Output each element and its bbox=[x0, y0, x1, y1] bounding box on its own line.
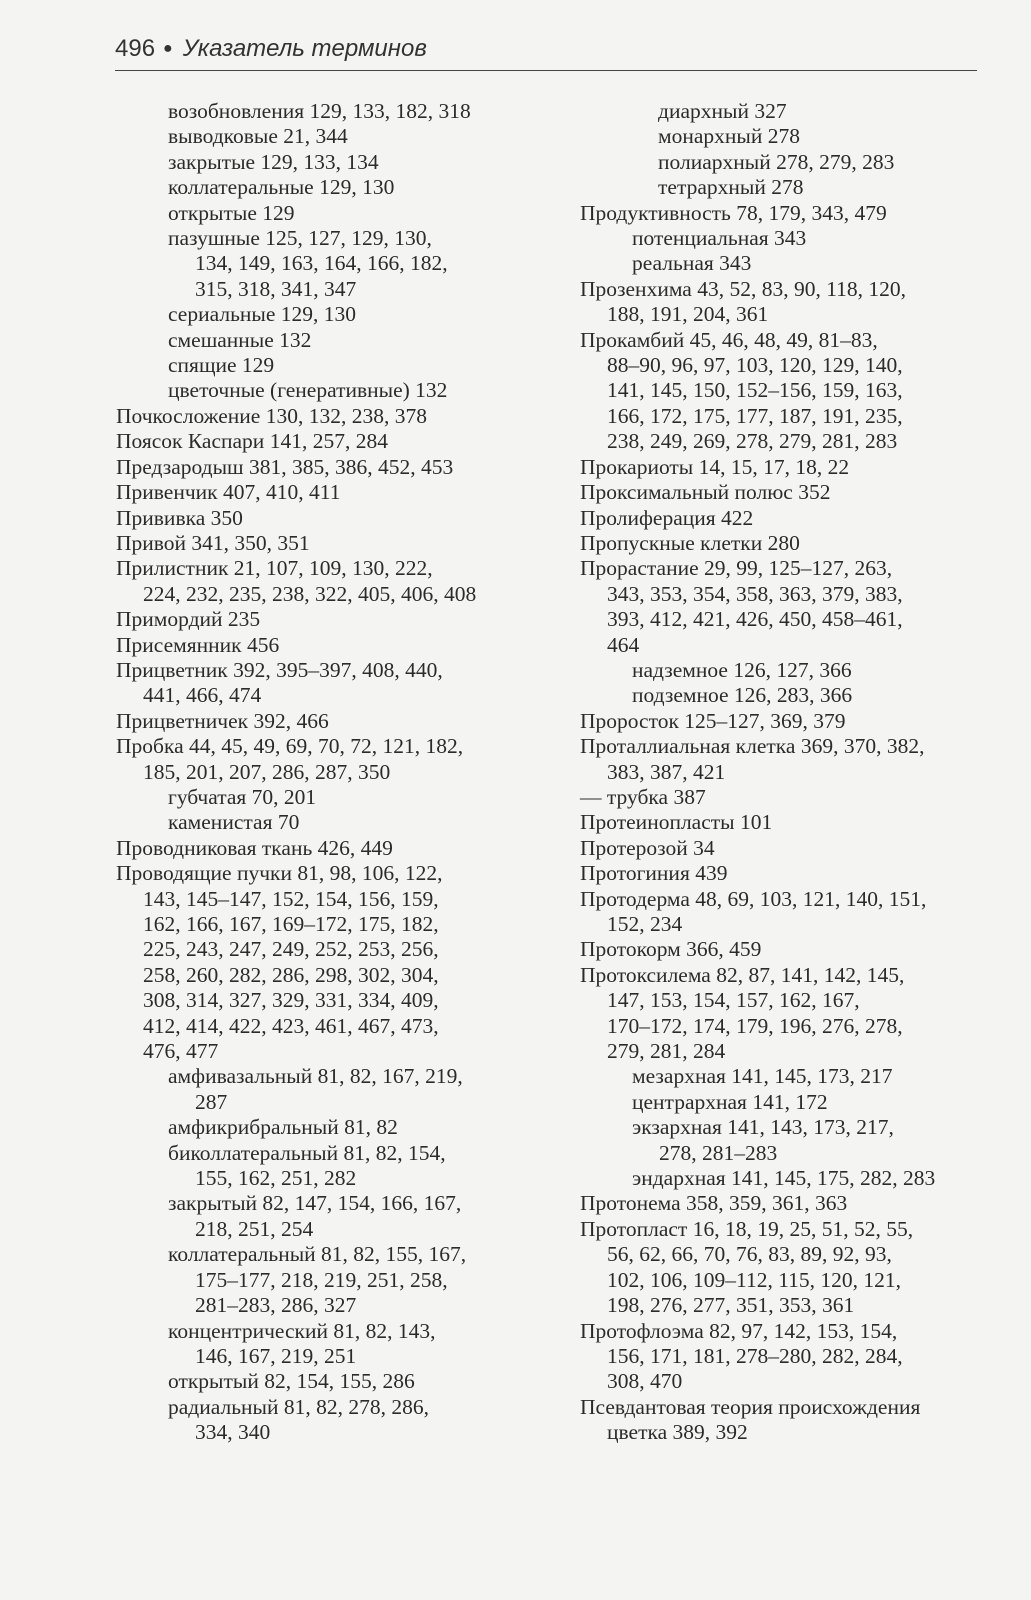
index-entry-line: Прилистник 21, 107, 109, 130, 222, bbox=[116, 556, 433, 581]
index-entry-line: 143, 145–147, 152, 154, 156, 159, bbox=[143, 886, 439, 911]
index-entry bbox=[580, 201, 980, 226]
index-entry-line: 88–90, 96, 97, 103, 120, 129, 140, bbox=[607, 353, 903, 378]
index-entry-line: Проводящие пучки 81, 98, 106, 122, bbox=[116, 861, 443, 886]
index-entry bbox=[580, 506, 980, 531]
index-entry-line: Прицветничек 392, 466 bbox=[116, 708, 329, 733]
index-entry-line: сериальные 129, 130 bbox=[168, 302, 356, 327]
index-entry bbox=[580, 810, 980, 835]
index-entry-line: 155, 162, 251, 282 bbox=[195, 1166, 357, 1191]
index-entry-line: выводковые 21, 344 bbox=[168, 124, 348, 149]
index-entry-line: Протофлоэма 82, 97, 142, 153, 154, bbox=[580, 1318, 898, 1343]
index-entry-line: 343, 353, 354, 358, 363, 379, 383, bbox=[607, 581, 903, 606]
index-entry-line: 225, 243, 247, 249, 252, 253, 256, bbox=[143, 937, 439, 962]
index-entry bbox=[116, 861, 526, 1064]
index-entry bbox=[580, 277, 980, 328]
index-entry-line: биколлатеральный 81, 82, 154, bbox=[168, 1140, 446, 1165]
index-entry-line: Протонема 358, 359, 361, 363 bbox=[580, 1191, 848, 1216]
index-entry-line: полиархный 278, 279, 283 bbox=[658, 149, 895, 174]
index-entry-line: открытый 82, 154, 155, 286 bbox=[168, 1369, 415, 1394]
index-entry-line: 308, 470 bbox=[607, 1369, 683, 1394]
index-entry-line: 441, 466, 474 bbox=[143, 683, 262, 708]
index-entry-line: спящие 129 bbox=[168, 353, 275, 378]
index-entry bbox=[580, 861, 980, 886]
index-entry-line: 476, 477 bbox=[143, 1039, 219, 1064]
index-entry bbox=[580, 1191, 980, 1216]
index-entry bbox=[580, 734, 980, 785]
index-entry-line: эндархная 141, 145, 175, 282, 283 bbox=[632, 1166, 936, 1191]
index-entry bbox=[116, 836, 526, 861]
index-entry-line: Продуктивность 78, 179, 343, 479 bbox=[580, 200, 887, 225]
index-subentry bbox=[580, 99, 980, 124]
index-subentry bbox=[580, 1115, 980, 1166]
index-entry-line: потенциальная 343 bbox=[632, 226, 807, 251]
index-subentry bbox=[116, 175, 526, 200]
index-entry-line: Пробка 44, 45, 49, 69, 70, 72, 121, 182, bbox=[116, 734, 464, 759]
index-entry bbox=[116, 429, 526, 454]
index-entry-line: 287 bbox=[195, 1089, 228, 1114]
index-entry-line: 315, 318, 341, 347 bbox=[195, 276, 357, 301]
index-entry-line: амфикрибральный 81, 82 bbox=[168, 1115, 398, 1140]
index-entry-line: Проросток 125–127, 369, 379 bbox=[580, 708, 846, 733]
index-entry bbox=[580, 1395, 980, 1446]
index-entry-line: Присемянник 456 bbox=[116, 632, 280, 657]
index-entry-line: Протокорм 366, 459 bbox=[580, 937, 762, 962]
index-subentry bbox=[116, 1115, 526, 1140]
index-entry bbox=[580, 937, 980, 962]
index-entry bbox=[580, 1319, 980, 1395]
index-subentry bbox=[116, 124, 526, 149]
index-entry bbox=[580, 887, 980, 938]
index-entry-line: каменистая 70 bbox=[168, 810, 300, 835]
index-entry-line: 156, 171, 181, 278–280, 282, 284, bbox=[607, 1343, 903, 1368]
index-entry-line: 258, 260, 282, 286, 298, 302, 304, bbox=[143, 962, 439, 987]
index-subentry bbox=[580, 1090, 980, 1115]
index-entry-line: Прокамбий 45, 46, 48, 49, 81–83, bbox=[580, 327, 878, 352]
index-entry-line: подземное 126, 283, 366 bbox=[632, 683, 853, 708]
index-entry-line: Проводниковая ткань 426, 449 bbox=[116, 835, 393, 860]
index-entry-line: 218, 251, 254 bbox=[195, 1216, 314, 1241]
header-rule bbox=[115, 70, 977, 71]
index-entry bbox=[116, 658, 526, 709]
index-entry-line: Проксимальный полюс 352 bbox=[580, 480, 831, 505]
index-entry-line: Проталлиальная клетка 369, 370, 382, bbox=[580, 734, 925, 759]
index-entry-line: 198, 276, 277, 351, 353, 361 bbox=[607, 1293, 855, 1318]
index-subentry bbox=[116, 1064, 526, 1115]
index-entry-line: 393, 412, 421, 426, 450, 458–461, bbox=[607, 607, 903, 632]
index-entry bbox=[580, 836, 980, 861]
index-entry-line: мезархная 141, 145, 173, 217 bbox=[632, 1064, 893, 1089]
index-entry-line: возобновления 129, 133, 182, 318 bbox=[168, 99, 471, 123]
index-entry-line: — трубка 387 bbox=[580, 784, 706, 809]
index-entry-line: Прозенхима 43, 52, 83, 90, 118, 120, bbox=[580, 276, 907, 301]
index-entry bbox=[116, 480, 526, 505]
index-entry bbox=[116, 734, 526, 785]
index-entry-line: коллатеральный 81, 82, 155, 167, bbox=[168, 1242, 467, 1267]
index-entry-line: пазушные 125, 127, 129, 130, bbox=[168, 226, 432, 251]
running-head bbox=[115, 32, 427, 66]
separator-bullet: ● bbox=[163, 40, 173, 57]
index-entry-line: Псевдантовая теория происхождения bbox=[580, 1394, 921, 1419]
index-entry-line: центрархная 141, 172 bbox=[632, 1089, 828, 1114]
index-entry bbox=[580, 455, 980, 480]
index-entry-line: 146, 167, 219, 251 bbox=[195, 1343, 357, 1368]
index-entry-line: 224, 232, 235, 238, 322, 405, 406, 408 bbox=[143, 581, 477, 606]
index-subentry bbox=[116, 810, 526, 835]
index-entry bbox=[116, 531, 526, 556]
index-entry-line: 166, 172, 175, 177, 187, 191, 235, bbox=[607, 403, 903, 428]
index-entry bbox=[116, 506, 526, 531]
index-entry-line: Протодерма 48, 69, 103, 121, 140, 151, bbox=[580, 886, 927, 911]
index-column-right bbox=[580, 99, 980, 1446]
index-subentry bbox=[116, 1319, 526, 1370]
index-entry-line: Протерозой 34 bbox=[580, 835, 715, 860]
index-entry-line: Протогиния 439 bbox=[580, 861, 728, 886]
index-entry-line: Прицветник 392, 395–397, 408, 440, bbox=[116, 657, 443, 682]
index-subentry bbox=[580, 658, 980, 683]
index-entry-line: радиальный 81, 82, 278, 286, bbox=[168, 1394, 429, 1419]
index-subentry bbox=[580, 175, 980, 200]
index-entry bbox=[116, 404, 526, 429]
index-entry-line: 102, 106, 109–112, 115, 120, 121, bbox=[607, 1267, 902, 1292]
index-entry-line: Привенчик 407, 410, 411 bbox=[116, 480, 341, 505]
index-entry-line: 383, 387, 421 bbox=[607, 759, 726, 784]
index-entry-line: закрытые 129, 133, 134 bbox=[168, 149, 379, 174]
index-entry-line: Протеинопласты 101 bbox=[580, 810, 773, 835]
index-entry-line: 147, 153, 154, 157, 162, 167, bbox=[607, 988, 860, 1013]
index-entry-line: 278, 281–283 bbox=[659, 1140, 778, 1165]
index-entry-line: амфивазальный 81, 82, 167, 219, bbox=[168, 1064, 463, 1089]
index-subentry bbox=[580, 1166, 980, 1191]
index-subentry bbox=[116, 1242, 526, 1318]
index-subentry bbox=[580, 1064, 980, 1089]
index-subentry bbox=[116, 328, 526, 353]
index-entry bbox=[580, 963, 980, 1065]
index-entry bbox=[116, 607, 526, 632]
index-entry-line: Протоксилема 82, 87, 141, 142, 145, bbox=[580, 962, 905, 987]
index-entry-line: 152, 234 bbox=[607, 912, 683, 936]
index-subentry bbox=[580, 251, 980, 276]
index-subentry bbox=[116, 1369, 526, 1394]
index-entry-line: Примордий 235 bbox=[116, 607, 261, 632]
index-entry bbox=[580, 480, 980, 505]
index-entry-line: закрытый 82, 147, 154, 166, 167, bbox=[168, 1191, 462, 1216]
index-entry-line: цветочные (генеративные) 132 bbox=[168, 378, 448, 403]
index-subentry bbox=[116, 150, 526, 175]
index-subentry bbox=[116, 785, 526, 810]
index-entry-line: Предзародыш 381, 385, 386, 452, 453 bbox=[116, 454, 454, 479]
index-entry bbox=[116, 633, 526, 658]
index-entry-line: 281–283, 286, 327 bbox=[195, 1293, 357, 1318]
index-entry bbox=[580, 328, 980, 455]
index-entry-line: 412, 414, 422, 423, 461, 467, 473, bbox=[143, 1013, 439, 1038]
section-title: Указатель терминов bbox=[182, 35, 427, 62]
index-entry-line: 175–177, 218, 219, 251, 258, bbox=[195, 1267, 448, 1292]
index-entry-line: цветка 389, 392 bbox=[607, 1420, 748, 1445]
index-entry-line: коллатеральные 129, 130 bbox=[168, 175, 395, 200]
index-subentry bbox=[580, 226, 980, 251]
index-entry-line: реальная 343 bbox=[632, 251, 752, 276]
index-entry-line: губчатая 70, 201 bbox=[168, 784, 317, 809]
index-entry-line: экзархная 141, 143, 173, 217, bbox=[632, 1115, 894, 1140]
index-entry-line: Почкосложение 130, 132, 238, 378 bbox=[116, 403, 427, 428]
index-entry-line: надземное 126, 127, 366 bbox=[632, 657, 852, 682]
index-entry-line: открытые 129 bbox=[168, 200, 295, 225]
index-subentry bbox=[116, 201, 526, 226]
index-entry-line: 134, 149, 163, 164, 166, 182, bbox=[195, 251, 448, 276]
index-entry-line: 56, 62, 66, 70, 76, 83, 89, 92, 93, bbox=[607, 1242, 892, 1267]
index-subentry bbox=[116, 353, 526, 378]
index-entry-line: 279, 281, 284 bbox=[607, 1039, 726, 1064]
index-subentry bbox=[116, 99, 526, 124]
index-entry-line: Поясок Каспари 141, 257, 284 bbox=[116, 429, 388, 454]
index-entry-line: 464 bbox=[607, 632, 640, 657]
index-entry-line: 185, 201, 207, 286, 287, 350 bbox=[143, 759, 391, 784]
index-entry-line: 308, 314, 327, 329, 331, 334, 409, bbox=[143, 988, 439, 1013]
index-entry-line: 162, 166, 167, 169–172, 175, 182, bbox=[143, 912, 439, 936]
index-entry-line: 334, 340 bbox=[195, 1420, 271, 1445]
index-entry bbox=[116, 556, 526, 607]
index-subentry bbox=[116, 1141, 526, 1192]
index-entry bbox=[580, 709, 980, 734]
index-entry-line: Протопласт 16, 18, 19, 25, 51, 52, 55, bbox=[580, 1216, 914, 1241]
index-entry bbox=[116, 709, 526, 734]
index-entry bbox=[116, 455, 526, 480]
index-entry-line: тетрархный 278 bbox=[658, 175, 804, 200]
index-subentry bbox=[580, 150, 980, 175]
index-subentry bbox=[580, 124, 980, 149]
index-subentry bbox=[116, 1395, 526, 1446]
index-entry-line: Пролиферация 422 bbox=[580, 505, 754, 530]
index-entry bbox=[580, 785, 980, 810]
index-subentry bbox=[580, 683, 980, 708]
index-entry-line: Привой 341, 350, 351 bbox=[116, 530, 310, 555]
index-entry-line: диархный 327 bbox=[658, 99, 787, 123]
page-number: 496 bbox=[115, 35, 156, 62]
index-entry-line: Пропускные клетки 280 bbox=[580, 530, 800, 555]
index-entry bbox=[580, 556, 980, 658]
index-entry-line: Прививка 350 bbox=[116, 505, 243, 530]
index-entry-line: монархный 278 bbox=[658, 124, 800, 149]
index-entry-line: 238, 249, 269, 278, 279, 281, 283 bbox=[607, 429, 898, 454]
index-column-left bbox=[116, 99, 526, 1446]
index-subentry bbox=[116, 226, 526, 302]
index-subentry bbox=[116, 302, 526, 327]
index-entry-line: 170–172, 174, 179, 196, 276, 278, bbox=[607, 1013, 903, 1038]
index-entry-line: Прокариоты 14, 15, 17, 18, 22 bbox=[580, 454, 850, 479]
index-subentry bbox=[116, 378, 526, 403]
index-subentry bbox=[116, 1191, 526, 1242]
index-entry-line: смешанные 132 bbox=[168, 327, 312, 352]
index-entry-line: 188, 191, 204, 361 bbox=[607, 302, 769, 327]
index-entry-line: Прорастание 29, 99, 125–127, 263, bbox=[580, 556, 893, 581]
index-entry-line: концентрический 81, 82, 143, bbox=[168, 1318, 436, 1343]
index-entry-line: 141, 145, 150, 152–156, 159, 163, bbox=[607, 378, 903, 403]
index-entry bbox=[580, 531, 980, 556]
index-entry bbox=[580, 1217, 980, 1319]
